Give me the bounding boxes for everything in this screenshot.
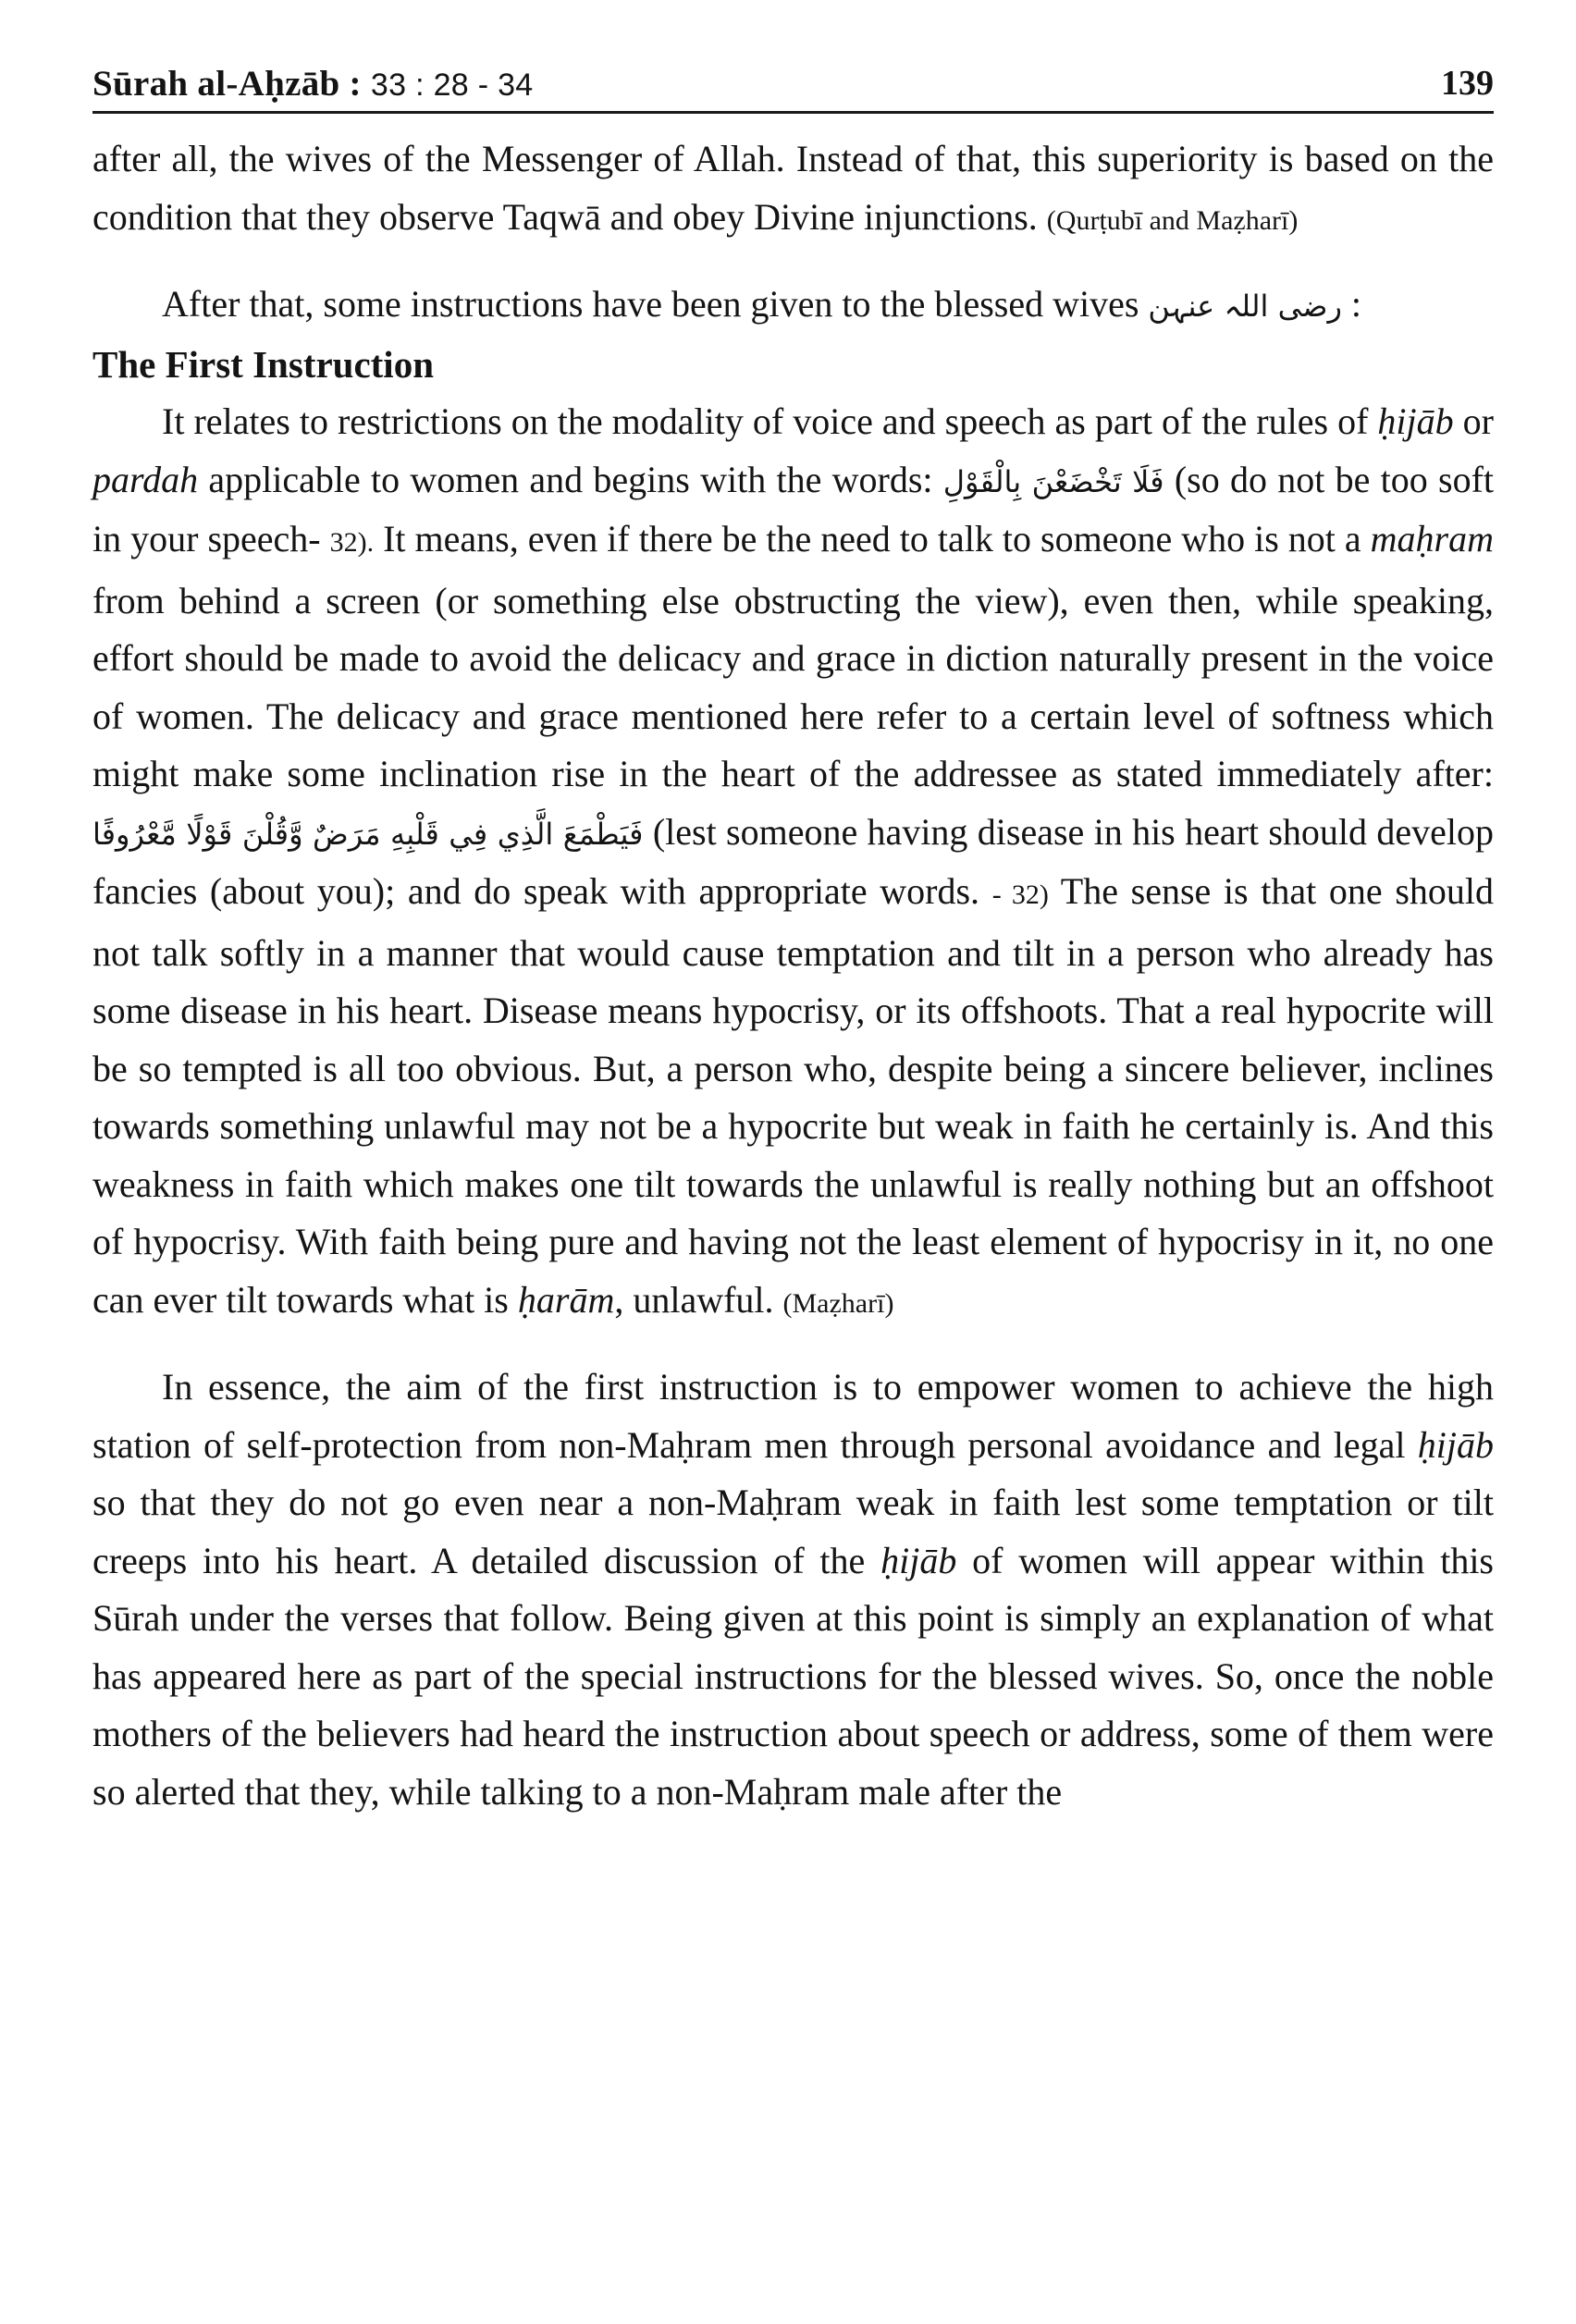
paragraph-text: applicable to women and begins with the words:	[198, 458, 943, 500]
arabic-verse-quote: فَيَطْمَعَ الَّذِي فِي قَلْبِهِ مَرَضٌ وَّقُلْنَ قَوْلًا مَّعْرُوفًا	[92, 816, 644, 852]
paragraph-text: from behind a screen (or something else obstructing the view), even then, while speaking, effort should be made to avoid the delicacy and grace in diction naturally present in the voice of women. The delicacy and grace mentioned here refer to a certain level of softness which might make some inclination rise in the heart of the addressee as stated immediately after:	[92, 579, 1494, 794]
paragraph-essence	[92, 1359, 1494, 1821]
surah-title: Sūrah al-Aḥzāb :	[92, 64, 371, 104]
paragraph-text: , unlawful.	[614, 1278, 783, 1321]
paragraph-text: or	[1453, 400, 1494, 442]
term-hijab: ḥijāb	[1417, 1423, 1494, 1466]
arabic-verse-quote: فَلَا تَخْضَعْنَ بِالْقَوْلِ	[942, 463, 1164, 499]
term-mahram: maḥram	[1370, 518, 1494, 559]
paragraph-text: It relates to restrictions on the modality of voice and speech as part of the rules of	[162, 400, 1378, 442]
paragraph-text: (so do not be too soft in your speech-	[92, 458, 1495, 559]
page-number: 139	[1441, 64, 1494, 103]
surah-header	[92, 63, 534, 105]
paragraph-text: (lest someone having disease in his heart should develop fancies (about you); and do speak with appropriate words.	[92, 810, 1495, 912]
section-heading: The First Instruction	[92, 342, 434, 386]
paragraph-continuation	[92, 130, 1494, 250]
paragraph-text: of women will appear within this Sūrah under the verses that follow. Being given at this point is simply an explanation of what has appeared here as part of the special instructions for the blessed wives. So, once the noble mothers of the believers had heard the instruction about speech or address, some of them were so alerted that they, while talking to a non-Maḥram male after the	[92, 1539, 1494, 1813]
verse-number: 32).	[329, 527, 375, 558]
term-hijab: ḥijāb	[1377, 400, 1454, 442]
paragraph-first-instruction	[92, 393, 1494, 1333]
paragraph-text: In essence, the aim of the first instruction is to empower women to achieve the high station of self-protection from non-Maḥram men through personal avoidance and legal	[92, 1366, 1494, 1466]
page-body	[92, 130, 1494, 1821]
term-pardah: pardah	[92, 458, 199, 500]
paragraph-text: so that they do not go even near a non-Maḥram weak in faith lest some temptation or tilt creeps into his heart. A detailed discussion of the	[92, 1482, 1494, 1581]
paragraph-text: after all, the wives of the Messenger of Allah. Instead of that, this superiority is based on the condition that they observe Taqwā and obey Divine injunctions.	[92, 138, 1494, 238]
citation: (Maẓharī)	[782, 1287, 894, 1319]
punctuation: :	[1341, 283, 1362, 325]
arabic-honorific: رضی اللہ عنہن	[1148, 289, 1342, 324]
paragraph-text: It means, even if there be the need to talk to someone who is not a	[374, 518, 1371, 559]
term-haram: ḥarām	[517, 1278, 615, 1321]
paragraph-instructions-intro	[92, 276, 1494, 336]
citation: (Qurṭubī and Maẓharī)	[1046, 204, 1299, 236]
paragraph-text: After that, some instructions have been given to the blessed wives	[162, 283, 1149, 325]
verse-range: 33 : 28 - 34	[370, 68, 534, 103]
term-hijab: ḥijāb	[880, 1539, 957, 1581]
verse-number: - 32)	[991, 879, 1049, 910]
running-header	[92, 46, 1494, 114]
book-page	[92, 46, 1494, 1821]
paragraph-text: The sense is that one should not talk softly in a manner that would cause temptation and tilt in a person who already has some disease in his heart. Disease means hypocrisy, or its offshoots. That a real hypocrite will be so tempted is all too obvious. But, a person who, despite being a sincere believer, inclines towards something unlawful may not be a hypocrite but weak in faith he certainly is. And this weakness in faith which makes one tilt towards the unlawful is really nothing but an offshoot of hypocrisy. With faith being pure and having not the least element of hypocrisy in it, no one can ever tilt towards what is	[92, 870, 1495, 1321]
